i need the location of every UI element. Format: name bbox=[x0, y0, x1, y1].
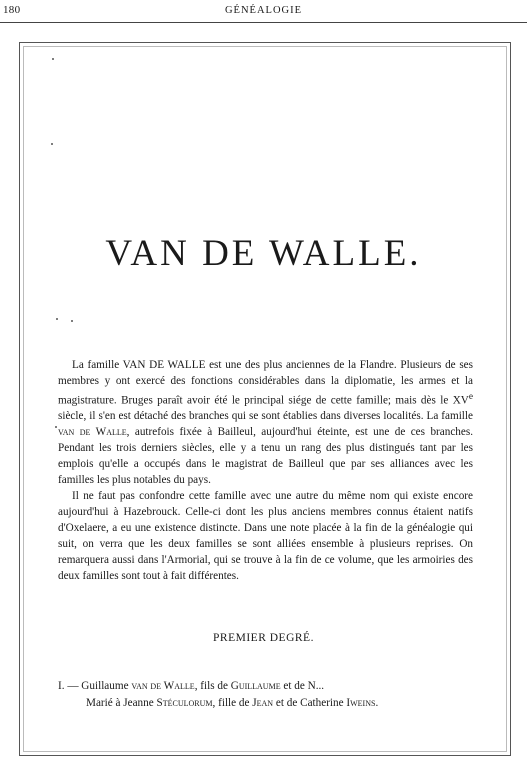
print-speck bbox=[56, 318, 58, 320]
family-name-smallcaps: van de Walle bbox=[58, 426, 127, 439]
running-title: GÉNÉALOGIE bbox=[224, 5, 303, 16]
entry-father-name: Guillaume bbox=[230, 680, 281, 692]
entry-prefix: I. — Guillaume bbox=[58, 680, 132, 692]
page-number: 180 bbox=[3, 4, 21, 16]
entry-line-2 bbox=[58, 695, 498, 712]
print-speck bbox=[52, 58, 54, 60]
print-speck bbox=[71, 320, 73, 322]
entry-text: et de Catherine bbox=[273, 697, 347, 709]
entry-line-1 bbox=[58, 678, 498, 695]
spouse-father-name: Jean bbox=[252, 697, 274, 709]
genealogy-entry bbox=[58, 678, 498, 712]
entry-text: et de N... bbox=[280, 680, 325, 692]
entry-text: , fille de bbox=[212, 697, 253, 709]
superscript-e: e bbox=[468, 391, 473, 402]
spouse-surname: Stéculorum bbox=[156, 697, 213, 709]
entry-text: . bbox=[375, 697, 379, 709]
print-speck bbox=[51, 143, 53, 145]
paragraph-1-part-2: siècle, il s'en est détaché des branches qui se sont établies dans diverses localités. La famille bbox=[58, 410, 473, 423]
page-title: VAN DE WALLE. bbox=[105, 233, 422, 274]
paragraph-1 bbox=[58, 358, 473, 489]
section-heading: PREMIER DEGRÉ. bbox=[213, 632, 314, 644]
entry-text: Marié à Jeanne bbox=[86, 697, 157, 709]
header-rule bbox=[0, 22, 527, 23]
body-text bbox=[58, 358, 473, 584]
spouse-mother-surname: Iweins bbox=[346, 697, 376, 709]
paragraph-1-part-1: La famille VAN DE WALLE est une des plus anciennes de la Flandre. Plusieurs de ses membres y ont exercé des fonctions considérables dans la diplomatie, les armes et la magistrature. Bruges paraît avoir été le principal siége de cette famille; mais dès le XV bbox=[58, 359, 473, 407]
paragraph-2: Il ne faut pas confondre cette famille avec une autre du même nom qui existe encore aujourd'hui à Hazebrouck. Celle-ci dont les plus anciens membres connus étaient natifs d'Oxelaere, a eu une existence distincte. Dans une note placée à la fin de la généalogie qui suit, on verra que les deux familles se sont alliées ensemble à plusieurs reprises. On remarquera aussi dans l'Armorial, qui se trouve à la fin de ce volume, que les armoiries des deux familles sont tout à fait différentes. bbox=[58, 489, 473, 582]
entry-surname: van de Walle bbox=[131, 680, 195, 692]
print-speck bbox=[55, 426, 57, 428]
paragraph-1-part-3: , autrefois fixée à Bailleul, aujourd'hui éteinte, est une de ces branches. Pendant les trois derniers siècles, elle y a tenu un rang des plus distingués tant par les emplois qu'elle a occupés dans le magistrat de Bailleul que par ses alliances avec les familles les plus notables du pays. bbox=[58, 426, 473, 487]
entry-text: , fils de bbox=[194, 680, 231, 692]
